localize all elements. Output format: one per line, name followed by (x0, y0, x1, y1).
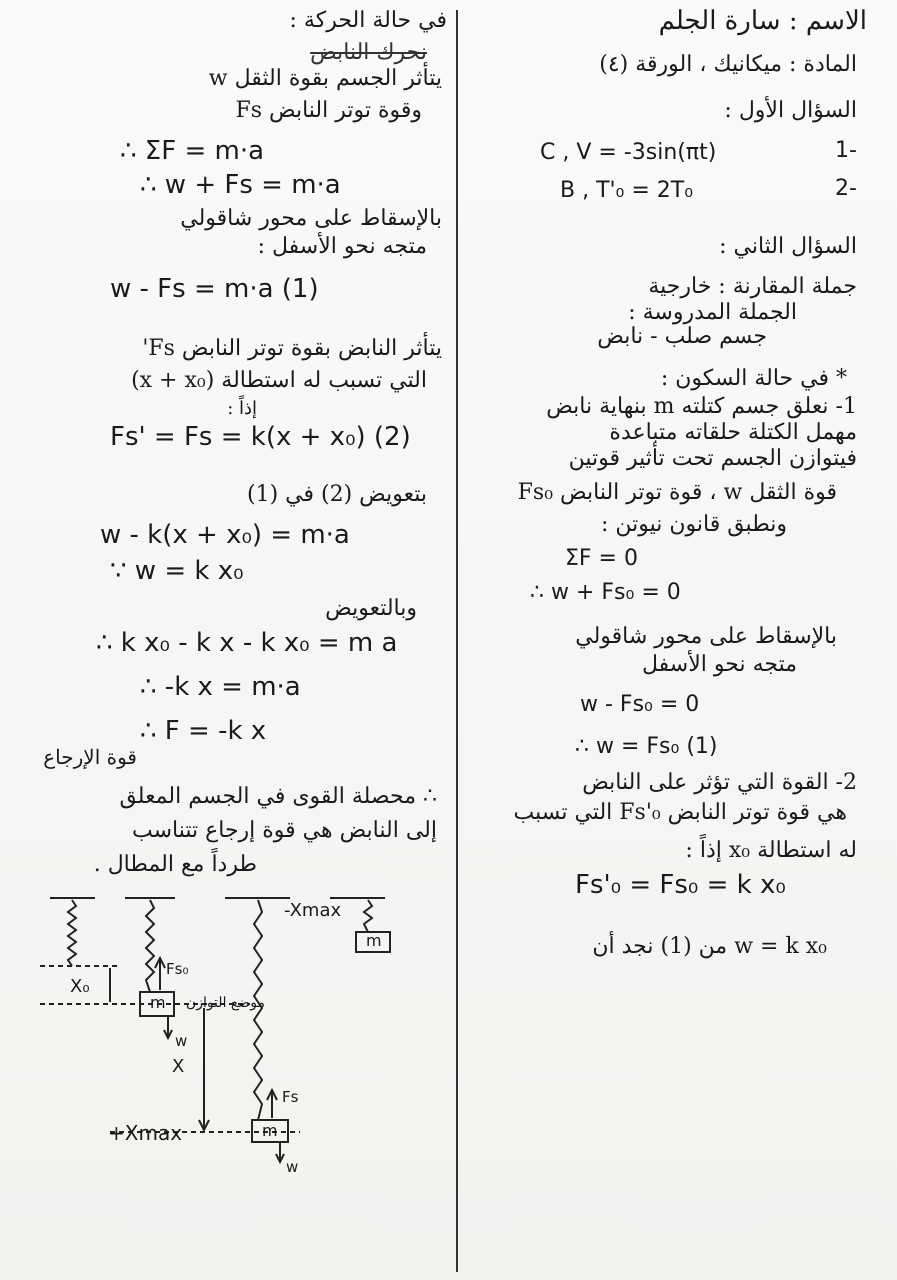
motion-equation-1: ∴ ΣF = m·a (120, 136, 265, 166)
rest-line-4: قوة الثقل w ، قوة توتر النابض Fs₀ (517, 480, 837, 505)
spring-2 (146, 900, 154, 992)
label-mass-3: m (262, 1121, 278, 1140)
motion-equation-4: Fs' = Fs = k(x + x₀) (2) (110, 422, 411, 452)
rest-equation-2: ∴ w + Fs₀ = 0 (530, 580, 681, 605)
q1-item-2-number: 2- (835, 176, 857, 201)
motion-line-2: وقوة توتر النابض Fs (235, 98, 422, 123)
motion-projection-2: متجه نحو الأسفل : (257, 234, 427, 259)
studied-system-items: جسم صلب - نابض (597, 324, 767, 349)
spring-line-1: 2- القوة التي تؤثر على النابض (582, 770, 857, 795)
q1-item-1-number: 1- (835, 138, 857, 163)
spring-line-2: هي قوة توتر النابض Fs'₀ التي تسبب (513, 800, 847, 825)
label-x0: X₀ (70, 976, 90, 997)
conclusion-line-2: إلى النابض هي قوة إرجاع تتناسب (131, 818, 437, 843)
question-2-title: السؤال الثاني : (719, 234, 857, 259)
label-plus-xmax: +Xmax (108, 1121, 183, 1145)
label-fs: Fs (282, 1088, 299, 1106)
motion-equation-9: ∴ F = -k x (140, 716, 267, 746)
rest-line-5: ونطبق قانون نيوتن : (600, 512, 787, 537)
motion-equation-8: ∴ -k x = m·a (140, 672, 301, 702)
motion-equation-6: ∵ w = k x₀ (110, 556, 244, 586)
rest-equation-4: ∴ w = Fs₀ (1) (575, 734, 718, 759)
label-mass-2: m (150, 993, 166, 1012)
spring-conclusion: w = k x₀ من (1) نجد أن (592, 934, 827, 959)
motion-projection-1: بالإسقاط على محور شاقولي (180, 206, 442, 231)
rest-line-1: 1- نعلق جسم كتلته m بنهاية نابض (546, 394, 857, 419)
label-minus-xmax: -Xmax (284, 900, 342, 921)
rest-projection-1: بالإسقاط على محور شاقولي (575, 624, 837, 649)
motion-line-5: إذاً : (227, 398, 257, 419)
motion-line-1: يتأثر الجسم بقوة الثقل w (208, 66, 442, 91)
rest-equation-1: ΣF = 0 (565, 546, 638, 571)
q1-item-1-answer: C , V = -3sin(πt) (540, 140, 717, 165)
conclusion-line-1: ∴ محصلة القوى في الجسم المعلق (119, 784, 437, 809)
restoring-force-label: قوة الإرجاع (43, 745, 137, 769)
label-w2: w (286, 1158, 299, 1176)
rest-heading: * في حالة السكون : (660, 366, 847, 391)
studied-system: الجملة المدروسة : (628, 300, 797, 325)
rest-equation-3: w - Fs₀ = 0 (580, 692, 700, 717)
substitution-note: بتعويض (2) في (1) (246, 482, 427, 507)
rest-line-2: مهمل الكتلة حلقاته متباعدة (609, 420, 857, 445)
motion-line-3: يتأثر النابض بقوة توتر النابض Fs' (142, 336, 442, 361)
motion-equation-5: w - k(x + x₀) = m·a (100, 520, 350, 550)
struck-text: نحرك النابض (310, 40, 427, 65)
substitution-note-2: وبالتعويض (325, 596, 417, 621)
subject-line: المادة : ميكانيك ، الورقة (٤) (599, 52, 857, 77)
rest-projection-2: متجه نحو الأسفل (642, 652, 797, 677)
label-w: w (175, 1032, 188, 1050)
motion-equation-7: ∴ k x₀ - k x - k x₀ = m a (96, 628, 398, 658)
label-mass-4: m (366, 931, 382, 950)
motion-heading: في حالة الحركة : (289, 8, 447, 33)
motion-line-4: التي تسبب له استطالة (x + x₀) (131, 368, 427, 393)
student-name: الاسم : سارة الجلم (658, 6, 867, 36)
spring-1 (68, 900, 76, 966)
spring-line-3: له استطالة x₀ إذاً : (685, 838, 857, 863)
reference-frame: جملة المقارنة : خارجية (648, 274, 857, 299)
label-x: X (172, 1056, 185, 1077)
motion-equation-3: w - Fs = m·a (1) (110, 274, 319, 304)
conclusion-line-3: طرداً مع المطال . (93, 852, 257, 877)
rest-line-3: فيتوازن الجسم تحت تأثير قوتين (568, 446, 857, 471)
spring-equation: Fs'₀ = Fs₀ = k x₀ (575, 870, 786, 900)
question-1-title: السؤال الأول : (724, 98, 857, 123)
q1-item-2-answer: B , T'₀ = 2T₀ (560, 178, 694, 203)
label-equilibrium: موضع التوازن (185, 995, 265, 1011)
label-fs0: Fs₀ (166, 960, 189, 978)
motion-equation-2: ∴ w + Fs = m·a (140, 170, 341, 200)
